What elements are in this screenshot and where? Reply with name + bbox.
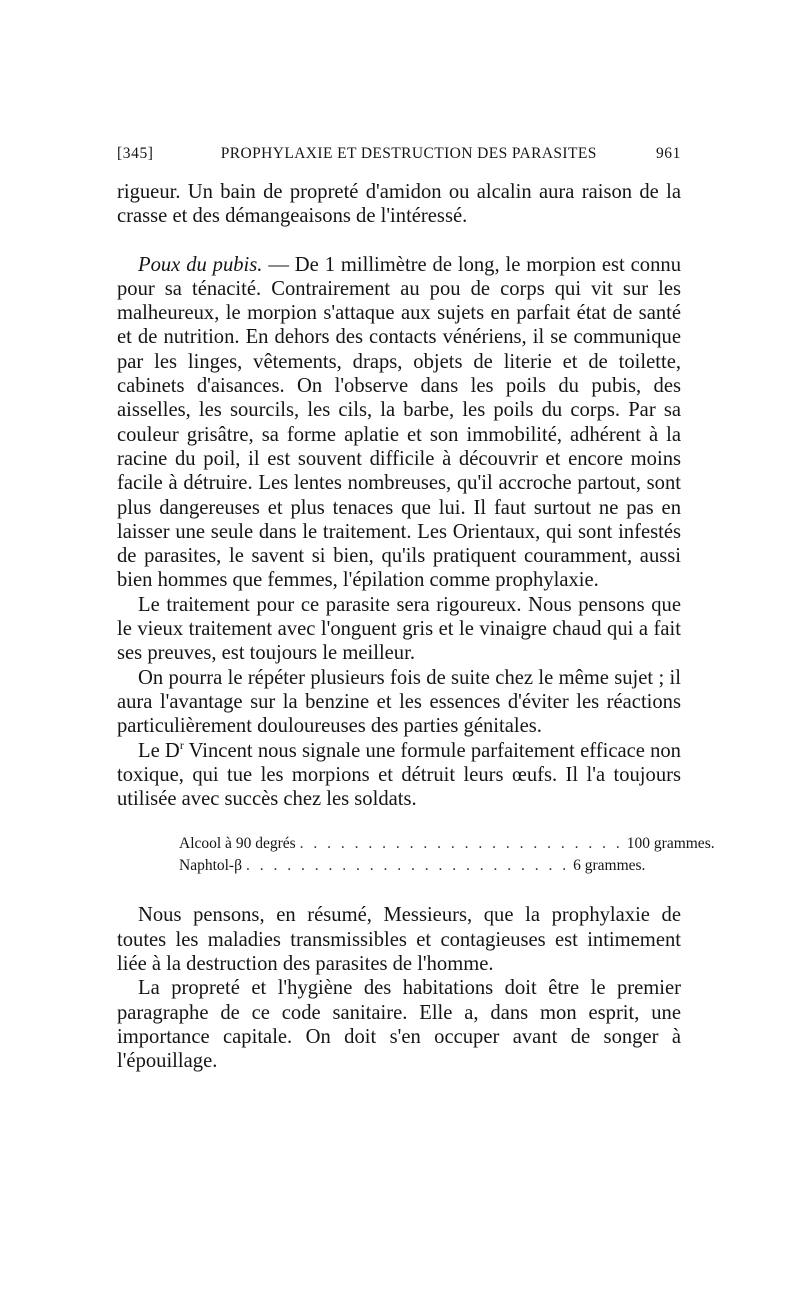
section-number: [345] (117, 145, 154, 162)
running-title: PROPHYLAXIE ET DESTRUCTION DES PARASITES (220, 145, 597, 162)
section-lead-heading: Poux du pubis. (138, 253, 263, 276)
paragraph-text: — De 1 millimètre de long, le morpion est connu pour sa ténacité. Contrairement au pou de corps qui vit sur les malheureux, le morpion s'attaque aux sujets en parfait état de santé et de nutrition. En dehors des contacts vénériens, il se communique par les linges, vêtements, draps, objets de literie et de toilette, cabinets d'aisances. On l'observe dans les poils du pubis, des aisselles, les sourcils, les cils, la barbe, les poils du corps. Par sa couleur grisâtre, sa forme aplatie et son immobilité, adhérent à la racine du poil, il est souvent difficile à découvrir et encore moins facile à détruire. Les lentes nombreuses, qu'il accroche partout, sont plus dangereuses et plus tenaces que lui. Il faut surtout ne pas en laisser une seule dans le traitement. Les Orientaux, qui sont infestés de parasites, le savent si bien, qu'ils pratiquent couramment, aussi bien hommes que femmes, l'épilation comme prophylaxie. (117, 253, 681, 592)
superscript: r (179, 737, 184, 752)
running-head (117, 145, 681, 163)
formula-quantity: 100 grammes. (626, 835, 715, 853)
formula-ingredient: Alcool à 90 degrés (179, 835, 296, 853)
page-number: 961 (655, 145, 681, 162)
formula-quantity: 6 grammes. (573, 857, 646, 875)
formula-ingredient: Naphtol-β (179, 857, 242, 875)
paragraph-text: Vincent nous signale une formule parfaitement efficace non toxique, qui tue les morpions et détruit leurs œufs. Il l'a toujours utilisée avec succès chez les soldats. (117, 739, 681, 811)
formula-row (179, 833, 715, 855)
paragraph-repetition: On pourra le répéter plusieurs fois de suite chez le même sujet ; il aura l'avantage sur la benzine et les essences d'éviter les réactions particulièrement douloureuses des parties génitales. (117, 666, 681, 738)
paragraph-summary: Nous pensons, en résumé, Messieurs, que la prophylaxie de toutes les maladies transmissibles et contagieuses est intimement liée à la destruction des parasites de l'homme. (117, 904, 681, 976)
paragraph-hygiene: La propreté et l'hygiène des habitations doit être le premier paragraphe de ce code sanitaire. Elle a, dans mon esprit, une importance capitale. On doit s'en occuper avant de songer à l'épouillage. (117, 977, 681, 1073)
paragraph-text: Le D (138, 739, 180, 762)
leader-dots: . . . . . . . . . . . . . . . . . . . . . . . . (245, 857, 570, 875)
formula-table (179, 833, 715, 877)
paragraph-continuation: rigueur. Un bain de propreté d'amidon ou alcalin aura raison de la crasse et des démangeaisons de l'intéressé. (117, 181, 681, 228)
leader-dots: . . . . . . . . . . . . . . . . . . . . . . . . (299, 835, 623, 853)
paragraph-treatment: Le traitement pour ce parasite sera rigoureux. Nous pensons que le vieux traitement avec l'onguent gris et le vinaigre chaud qui a fait ses preuves, est toujours le meilleur. (117, 593, 681, 665)
paragraph-poux-du-pubis (117, 253, 681, 593)
page-body (117, 145, 715, 1074)
formula-row (179, 855, 646, 877)
paragraph-vincent-formula (117, 739, 681, 812)
